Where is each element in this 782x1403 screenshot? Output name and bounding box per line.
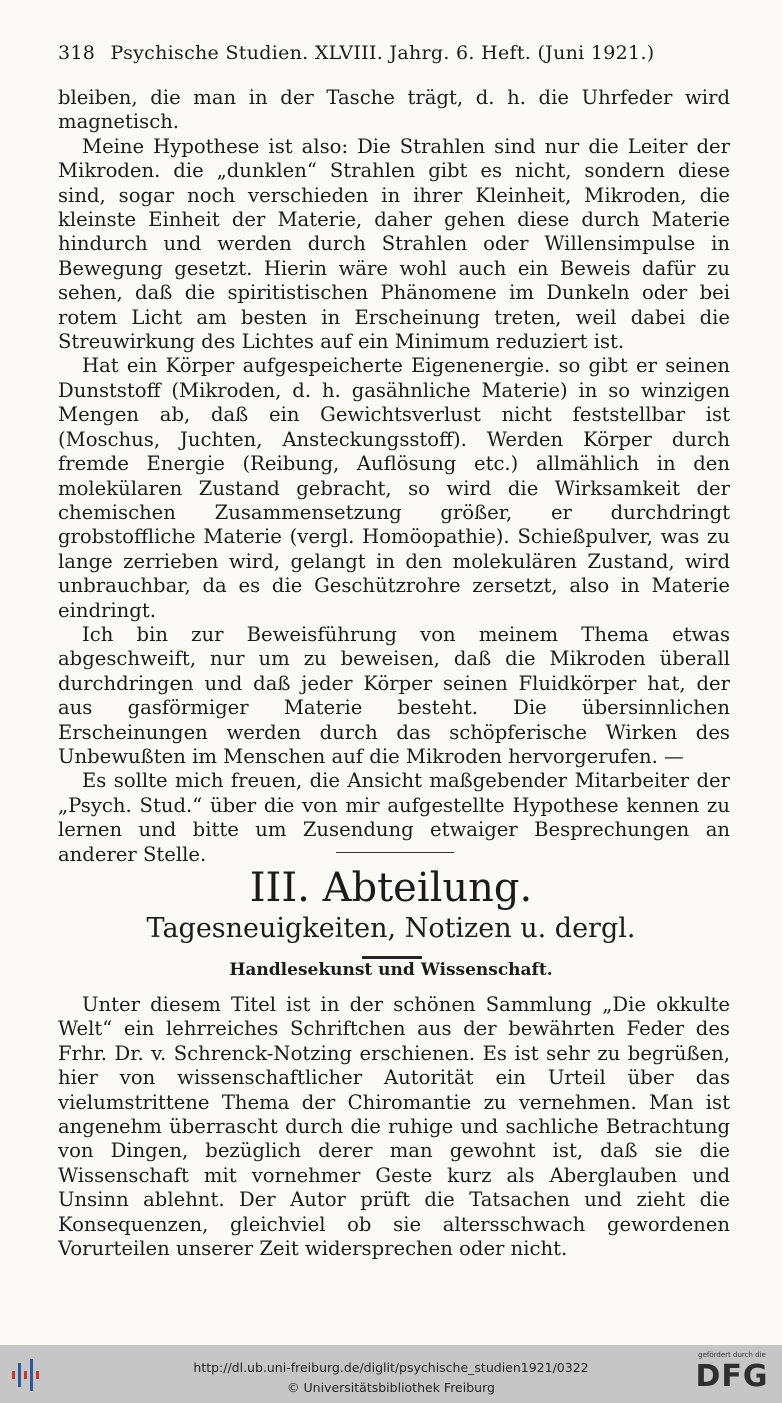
running-header [58, 42, 728, 64]
paragraph-energy: Hat ein Körper aufgespeicherte Eigenenergie. so gibt er seinen Dunststoff (Mikroden, d. h. gasähnliche Materie) in so winzigen Mengen ab, daß ein Gewichtsverlust nicht feststellbar ist (Moschus, Juchten, Ansteckungsstoff). Werden Körper durch fremde Energie (Reibung, Auflösung etc.) allmählich in den molekülaren Zustand gebracht, so wird die Wirksamkeit der chemischen Zusammensetzung größer, er durchdringt grobstoffliche Materie (vergl. Homöopathie). Schießpulver, was zu lange zerrieben wird, gelangt in den molekulären Zustand, wird unbrauchbar, da es die Geschützrohre zersetzt, also in Materie eindringt. [58, 354, 730, 622]
paragraph-hypothesis: Meine Hypothese ist also: Die Strahlen sind nur die Leiter der Mikroden. die „dunklen“ Strahlen gibt es nicht, sondern diese sind, sogar noch verschieden in ihrer Kleinheit, Mikroden, die kleinste Einheit der Materie, daher gehen diese durch Materie hindurch und werden durch Strahlen oder Willensimpulse in Bewegung gesetzt. Hierin wäre wohl auch ein Beweis dafür zu sehen, daß die spiritistischen Phänomene im Dunkeln oder bei rotem Licht am besten in Erscheinung treten, weil dabei die Streuwirkung des Lichtes auf ein Minimum reduziert ist. [58, 134, 730, 354]
article-paragraph: Unter diesem Titel ist in der schönen Sammlung „Die okkulte Welt“ ein lehrreiches Schriftchen aus der bewährten Feder des Frhr. Dr. v. Schrenck-Notzing erschienen. Es ist sehr zu begrüßen, hier von wissenschaftlicher Autorität ein Urteil über das vielumstrittene Thema der Chiromantie zu vernehmen. Man ist angenehm überrascht durch die ruhige und sachliche Betrachtung von Dingen, bezüglich derer man gewohnt ist, daß sie die Wissenschaft mit vornehmer Geste kurz als Aberglauben und Unsinn ablehnt. Der Autor prüft die Tatsachen und zieht die Konsequenzen, gleichviel ob sie altersschwach gewordenen Vorurteilen unserer Zeit widersprechen oder nicht. [58, 993, 730, 1261]
page-number: 318 [58, 42, 96, 64]
journal-title: Psychische Studien. XLVIII. Jahrg. 6. Heft. (Juni 1921.) [110, 42, 655, 64]
copyright-notice: © Universitätsbibliothek Freiburg [287, 1380, 495, 1395]
footer-bar [0, 1345, 782, 1403]
article-title: Handlesekunst und Wissenschaft. [229, 960, 553, 980]
divider-rule [336, 852, 454, 853]
dfg-logo-icon: DFG [695, 1359, 769, 1394]
dfg-badge [692, 1351, 772, 1399]
dfg-caption: gefördert durch die [698, 1351, 766, 1359]
paragraph-continuation: bleiben, die man in der Tasche trägt, d. h. die Uhrfeder wird magnetisch. [58, 86, 730, 134]
source-url-link[interactable]: http://dl.ub.uni-freiburg.de/diglit/psychische_studien1921/0322 [193, 1360, 589, 1375]
article-text [58, 993, 730, 1261]
main-text [58, 86, 730, 867]
section-title: III. Abteilung. [249, 865, 533, 911]
paragraph-digression: Ich bin zur Beweisführung von meinem Thema etwas abgeschweift, nur um zu beweisen, daß die Mikroden überall durchdringen und daß jeder Körper seinen Fluidkörper hat, der aus gasförmiger Materie besteht. Die übersinnlichen Erscheinungen werden durch das schöpferische Wirken des Unbewußten im Menschen auf die Mikroden hervorgerufen. — [58, 622, 730, 768]
paragraph-closing: Es sollte mich freuen, die Ansicht maßgebender Mitarbeiter der „Psych. Stud.“ über die von mir aufgestellte Hypothese kennen zu lernen und bitte um Zusendung etwaiger Besprechungen an anderer Stelle. [58, 769, 730, 866]
section-subtitle: Tagesneuigkeiten, Notizen u. dergl. [146, 913, 636, 944]
